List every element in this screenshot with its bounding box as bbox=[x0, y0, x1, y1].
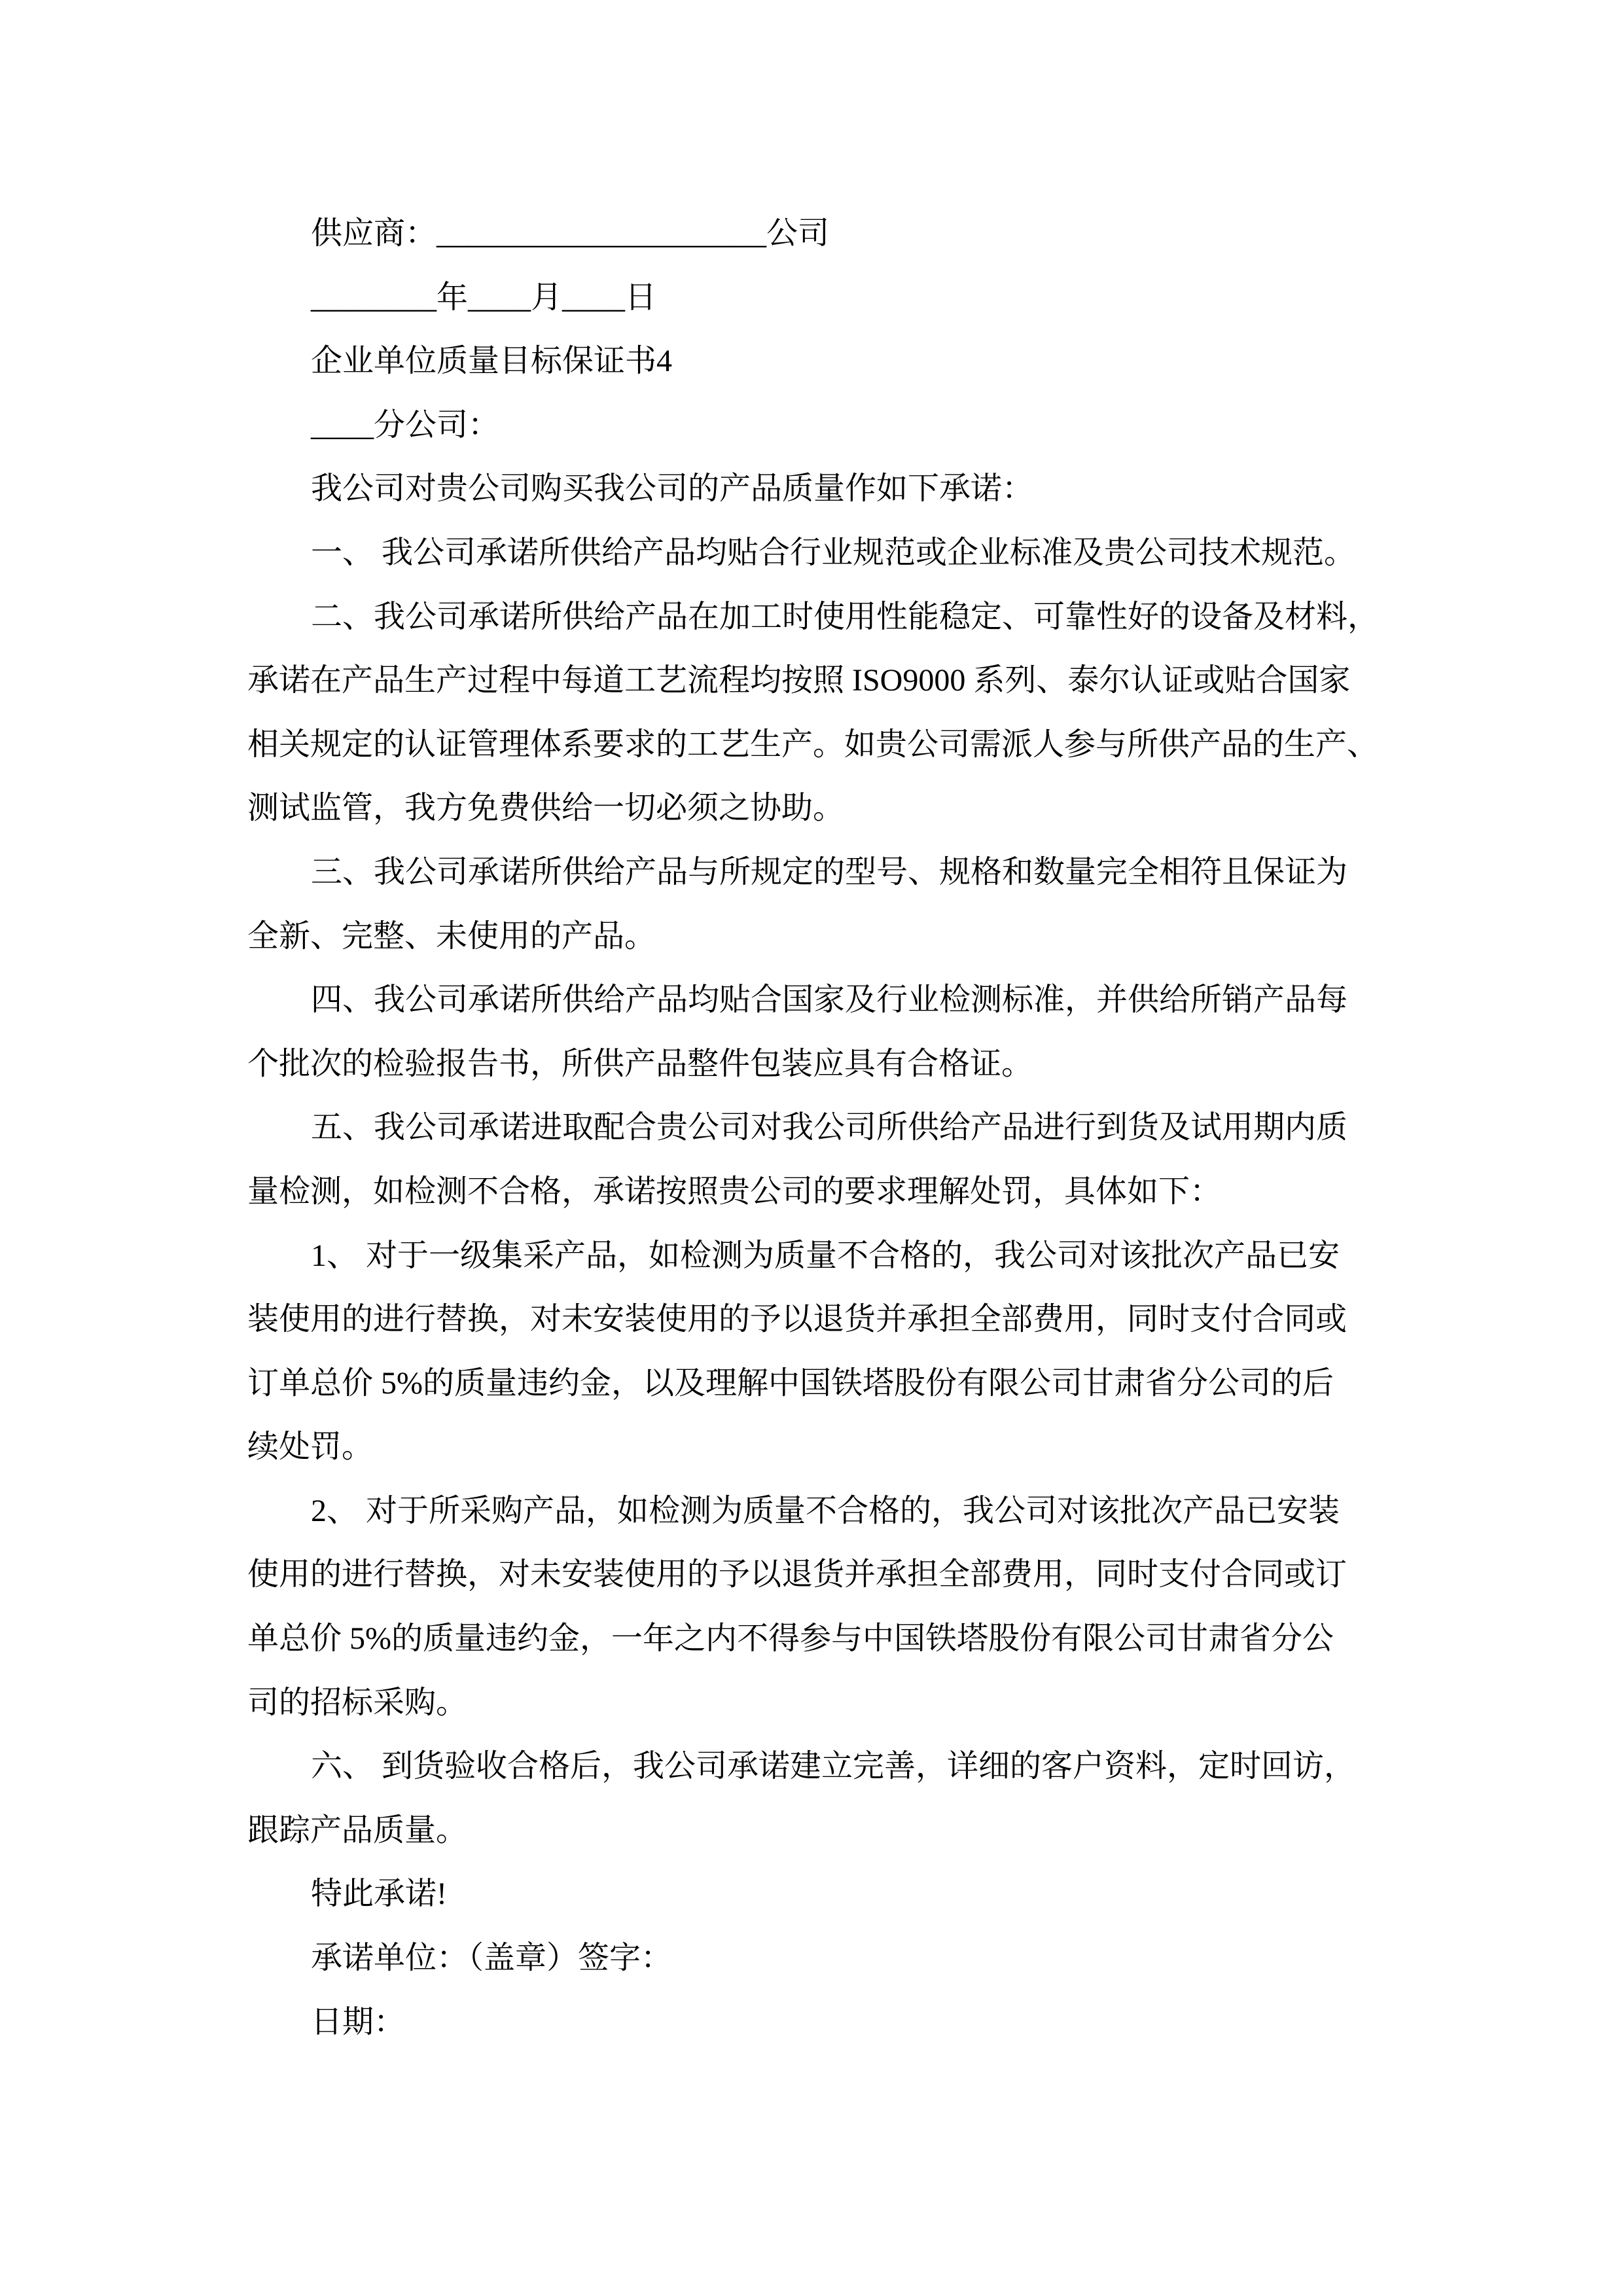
salutation-line: ____分公司： bbox=[311, 407, 500, 442]
body-line: 个批次的检验报告书，所供产品整件包装应具有合格证。 bbox=[247, 1046, 1033, 1081]
body-line-item6: 六、 到货验收合格后，我公司承诺建立完善，详细的客户资料，定时回访， bbox=[311, 1749, 1356, 1784]
document-body bbox=[247, 202, 1399, 2054]
date-label-line: 日期： bbox=[311, 2004, 406, 2039]
body-line: 订单总价 5%的质量违约金，以及理解中国铁塔股份有限公司甘肃省分公司的后 bbox=[247, 1365, 1334, 1401]
document-title: 企业单位质量目标保证书4 bbox=[311, 344, 673, 379]
body-line: 承诺在产品生产过程中每道工艺流程均按照 ISO9000 系列、泰尔认证或贴合国家 bbox=[247, 663, 1351, 698]
date-blank-line: ________年____月____日 bbox=[311, 279, 657, 315]
body-line-sub2: 2、 对于所采购产品，如检测为质量不合格的，我公司对该批次产品已安装 bbox=[311, 1493, 1340, 1528]
body-line: 使用的进行替换，对未安装使用的予以退货并承担全部费用，同时支付合同或订 bbox=[247, 1557, 1347, 1592]
body-line-sub1: 1、 对于一级集采产品，如检测为质量不合格的，我公司对该批次产品已安 bbox=[311, 1238, 1340, 1273]
body-line: 跟踪产品质量。 bbox=[247, 1812, 468, 1848]
body-line: 司的招标采购。 bbox=[247, 1685, 468, 1720]
intro-line: 我公司对贵公司购买我公司的产品质量作如下承诺： bbox=[311, 471, 1034, 507]
body-line: 测试监管，我方免费供给一切必须之协助。 bbox=[247, 791, 845, 826]
body-line-item1: 一、 我公司承诺所供给产品均贴合行业规范或企业标准及贵公司技术规范。 bbox=[311, 535, 1356, 570]
supplier-line: 供应商：_____________________公司 bbox=[311, 216, 830, 251]
body-line-item5: 五、我公司承诺进取配合贵公司对我公司所供给产品进行到货及试用期内质 bbox=[311, 1110, 1348, 1145]
body-line: 单总价 5%的质量违约金，一年之内不得参与中国铁塔股份有限公司甘肃省分公 bbox=[247, 1621, 1334, 1657]
body-line: 量检测，如检测不合格，承诺按照贵公司的要求理解处罚，具体如下： bbox=[247, 1174, 1222, 1209]
body-line: 装使用的进行替换，对未安装使用的予以退货并承担全部费用，同时支付合同或 bbox=[247, 1302, 1347, 1337]
body-line-item4: 四、我公司承诺所供给产品均贴合国家及行业检测标准，并供给所销产品每 bbox=[311, 982, 1348, 1018]
signature-line: 承诺单位：（盖章）签字： bbox=[311, 1941, 673, 1976]
body-line-item2: 二、我公司承诺所供给产品在加工时使用性能稳定、可靠性好的设备及材料， bbox=[311, 599, 1380, 634]
body-line: 续处罚。 bbox=[247, 1429, 374, 1465]
closing-line: 特此承诺! bbox=[311, 1876, 447, 1912]
body-line: 相关规定的认证管理体系要求的工艺生产。如贵公司需派人参与所供产品的生产、 bbox=[247, 726, 1379, 762]
body-line-item3: 三、我公司承诺所供给产品与所规定的型号、规格和数量完全相符且保证为 bbox=[311, 854, 1348, 889]
body-line: 全新、完整、未使用的产品。 bbox=[247, 918, 656, 954]
